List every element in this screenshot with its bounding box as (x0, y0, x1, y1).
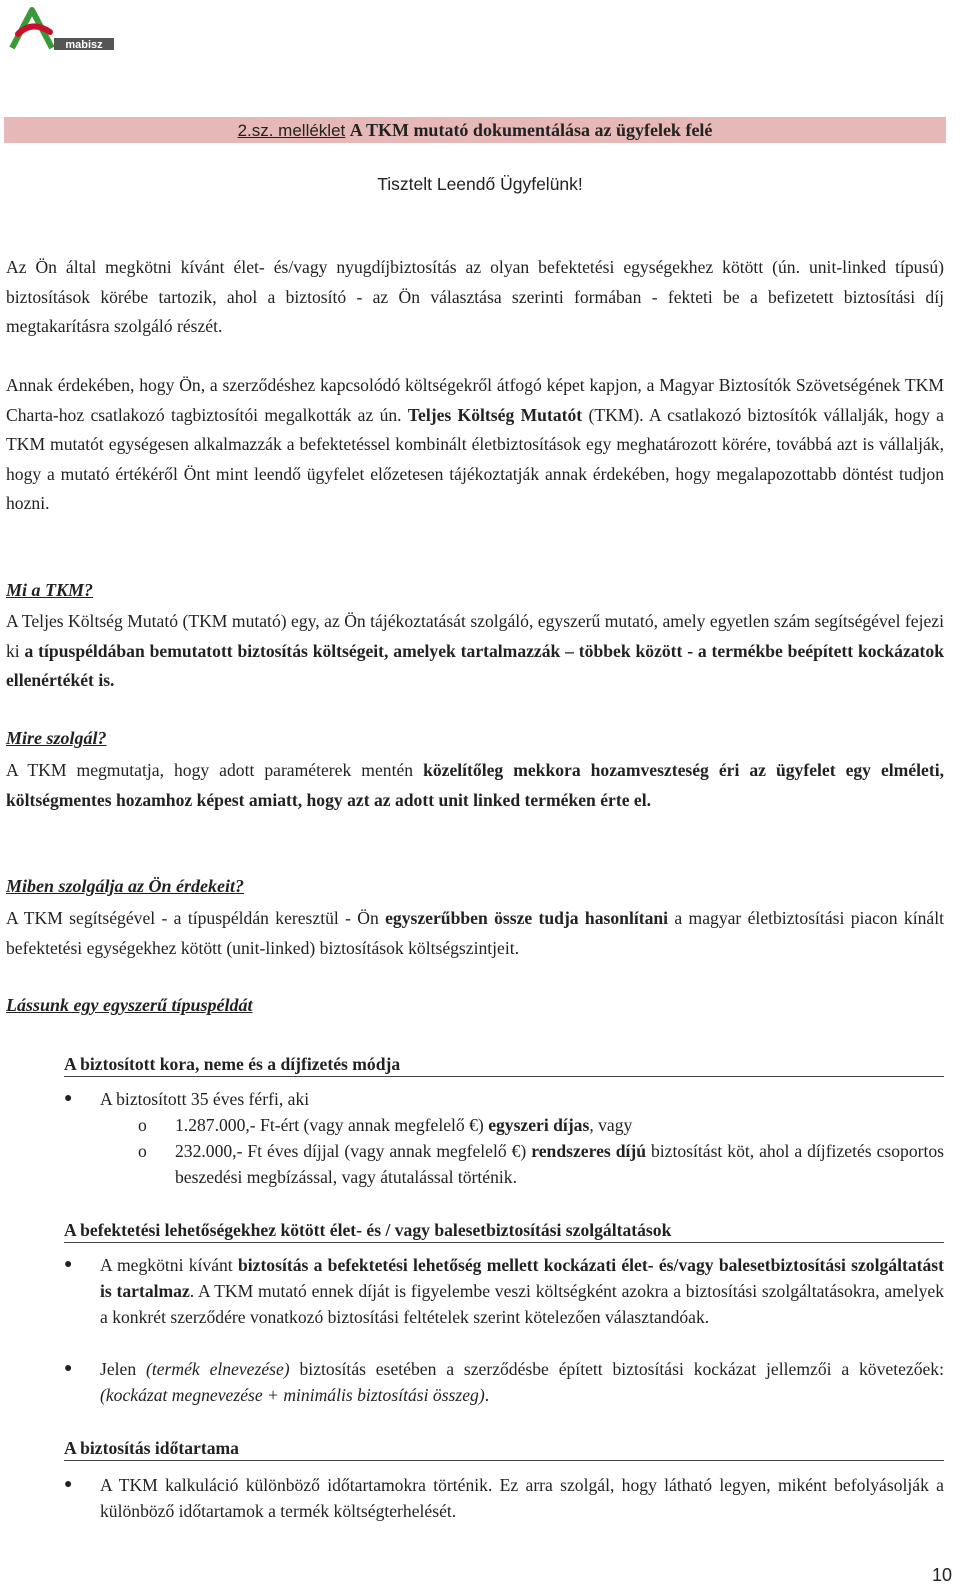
mire-paragraph: A TKM megmutatja, hogy adott paraméterek mentén közelítőleg mekkora hozamveszteség éri az ügyfelet egy elméleti, költségmentes hozamhoz képest amiatt, hogy azt az adott unit linked terméken érte el. (6, 760, 944, 810)
intro-paragraph: Az Ön által megkötni kívánt élet- és/vagy nyugdíjbiztosítás az olyan befektetési egységekhez kötött (ún. unit-linked típusú) biztosítások körébe tartozik, ahol a biztosító - az Ön választása szerinti formában - fekteti be a befizetett biztosítási díj megtakarításra szolgáló részét. (6, 257, 944, 336)
annex-title: A TKM mutató dokumentálása az ügyfelek felé (349, 120, 713, 140)
subheading-kor: A biztosított kora, neme és a díjfizetés módja (64, 1054, 944, 1077)
annex-banner (4, 117, 946, 143)
bullet-icon: ● (64, 1257, 73, 1272)
heading-mire-szolgal: Mire szolgál? (6, 728, 107, 748)
annex-label: 2.sz. melléklet (237, 121, 346, 140)
bullet-icon: ● (64, 1361, 73, 1376)
list-item: ● A biztosított 35 éves férfi, aki (64, 1086, 944, 1112)
mabisz-logo (6, 4, 116, 52)
bullet-icon: ● (64, 1477, 73, 1492)
svg-text:mabisz: mabisz (65, 39, 103, 51)
sub-list-item: o 1.287.000,- Ft-ért (vagy annak megfelelő €) egyszeri díjas, vagy (138, 1112, 944, 1138)
list-item: ● Jelen (termék elnevezése) biztosítás esetében a szerződésbe épített biztosítási kockázat jellemzői a követezőek: (kockázat megnevezése + minimális biztosítási összeg). (64, 1356, 944, 1408)
list-item: ● A TKM kalkuláció különböző időtartamokra történik. Ez arra szolgál, hogy látható legyen, miként befolyásolják a különböző időtartamok a termék költségterhelését. (64, 1472, 944, 1524)
list-item: ● A megkötni kívánt biztosítás a befektetési lehetőség mellett kockázati élet- és/vagy balesetbiztosítási szolgáltatást is tartalmaz. A TKM mutató ennek díját is figyelembe veszi költségként azokra a biztosítási szolgáltatásokra, amelyek a konkrét szerződére vonatkozó biztosítási feltételek szerint kötelezően választandóak. (64, 1252, 944, 1330)
heading-mi-a-tkm: Mi a TKM? (6, 580, 94, 600)
circle-bullet-icon: o (138, 1115, 147, 1135)
circle-bullet-icon: o (138, 1141, 147, 1161)
heading-miben: Miben szolgálja az Ön érdekeit? (6, 876, 245, 896)
subheading-befektetesi: A befektetési lehetőségekhez kötött élet- és / vagy balesetbiztosítási szolgáltatások (64, 1220, 944, 1243)
sub-list-item: o 232.000,- Ft éves díjjal (vagy annak megfelelő €) rendszeres díjú biztosítást köt, ahol a díjfizetés csoportos beszedési megbízással, vagy átutalással történik. (138, 1138, 944, 1190)
tkm-term: Teljes Költség Mutatót (407, 404, 583, 425)
bullet-icon: ● (64, 1091, 73, 1106)
heading-lassunk: Lássunk egy egyszerű típuspéldát (6, 995, 253, 1015)
miben-paragraph: A TKM segítségével - a típuspéldán keresztül - Ön egyszerűbben össze tudja hasonlítani a magyar életbiztosítási piacon kínált befektetési egységekhez kötött (unit-linked) biztosítások költségszintjeit. (6, 908, 944, 958)
mi-paragraph: A Teljes Költség Mutató (TKM mutató) egy, az Ön tájékoztatását szolgáló, egyszerű mutató, amely egyetlen szám segítségével fejezi ki a típuspéldában bemutatott biztosítás költségeit, amelyek tartalmazzák – többek között - a termékbe beépített kockázatok ellenértékét is. (6, 611, 944, 690)
greeting: Tisztelt Leendő Ügyfelünk! (377, 174, 583, 194)
subheading-idotartam: A biztosítás időtartama (64, 1438, 944, 1461)
page-number: 10 (931, 1565, 952, 1585)
annak-paragraph: Annak érdekében, hogy Ön, a szerződéshez kapcsolódó költségekről átfogó képet kapjon, a Magyar Biztosítók Szövetségének TKM Charta-hoz csatlakozó tagbiztosítói megalkották az ún. Teljes Költség Mutatót (TKM). A csatlakozó biztosítók vállalják, hogy a TKM mutatót egységesen alkalmazzák a befektetéssel kombinált életbiztosítások egy meghatározott körére, továbbá azt is vállalják, hogy a mutató értékéről Önt mint leendő ügyfelet előzetesen tájékoztatják annak érdekében, hogy megalapozottabb döntést tudjon hozni. (6, 375, 944, 513)
